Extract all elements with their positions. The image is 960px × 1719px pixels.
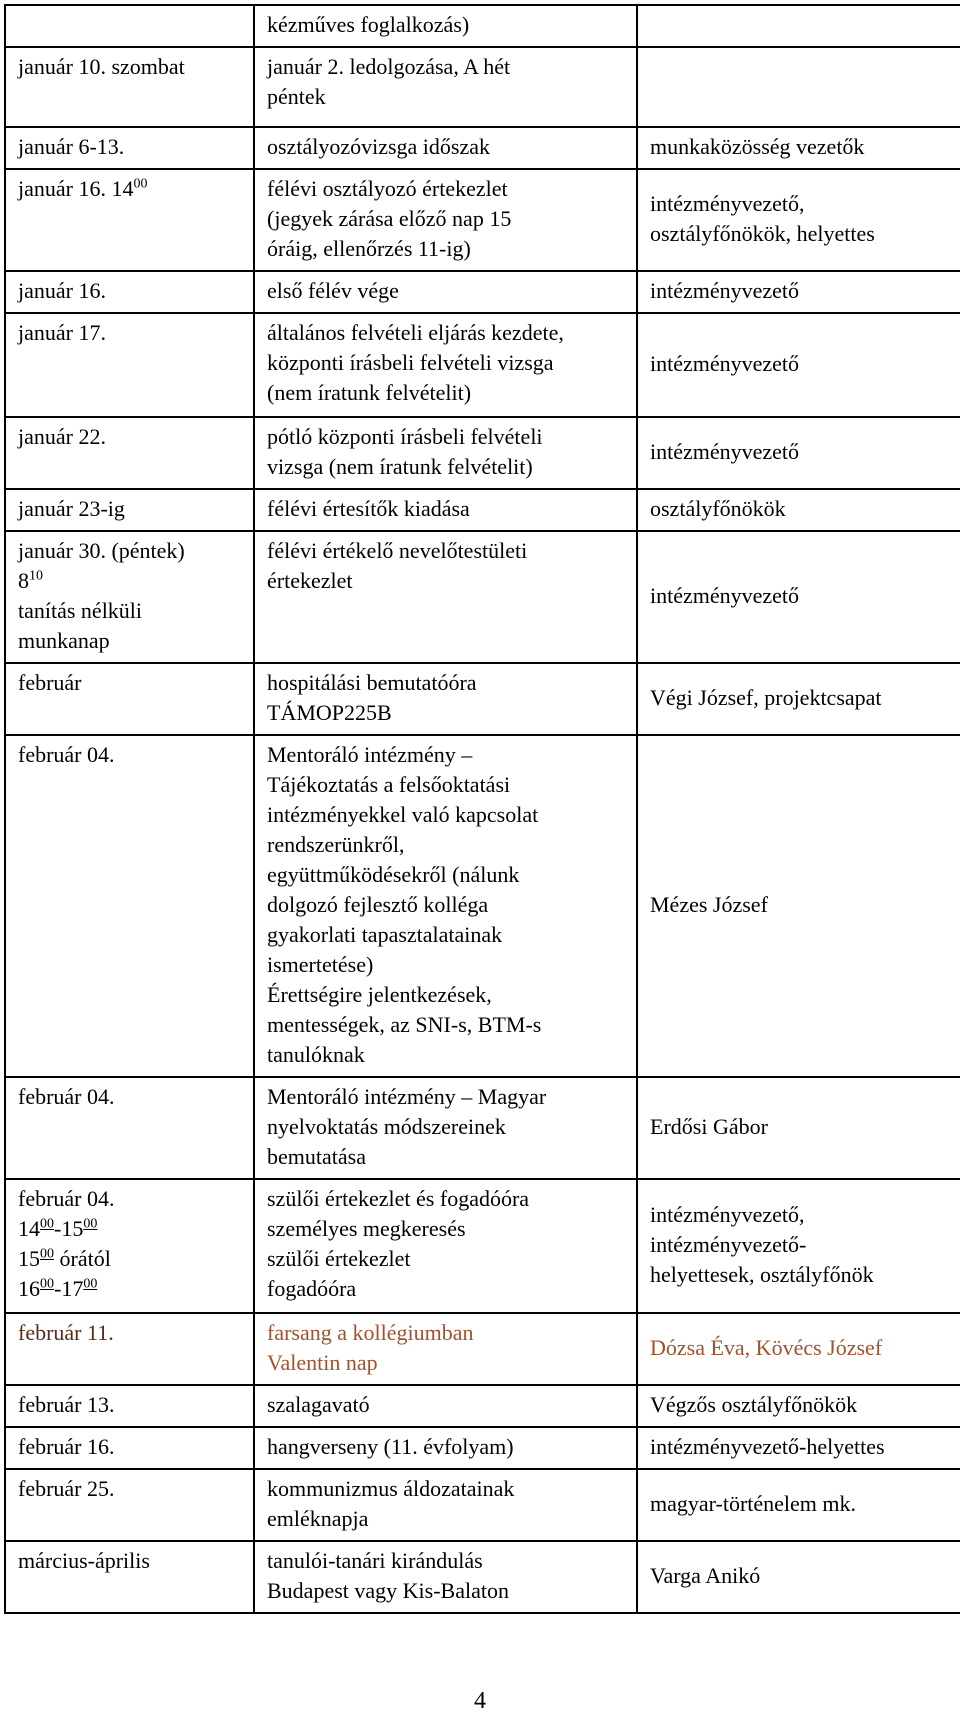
event-cell [254, 1469, 637, 1541]
event-line: Érettségire jelentkezések, [267, 982, 492, 1007]
table-row [5, 127, 960, 169]
date-text: január 22. [18, 424, 106, 449]
schedule-table [4, 4, 960, 1614]
date-cell [5, 271, 254, 313]
event-cell [254, 169, 637, 271]
date-line [18, 1318, 245, 1348]
date-text: 16 [18, 1276, 40, 1301]
date-line [18, 1184, 245, 1214]
responsible-line: Végi József, projektcsapat [650, 685, 882, 710]
event-cell [254, 1427, 637, 1469]
date-text: február 16. [18, 1434, 115, 1459]
date-cell [5, 417, 254, 489]
date-line [18, 668, 245, 698]
date-cell [5, 735, 254, 1077]
responsible-cell [637, 313, 960, 417]
date-text: munkanap [18, 628, 110, 653]
responsible-cell [637, 489, 960, 531]
date-text: február 04. [18, 742, 115, 767]
date-cell [5, 1541, 254, 1613]
responsible-cell [637, 271, 960, 313]
responsible-line: Varga Anikó [650, 1563, 761, 1588]
date-text: február 04. [18, 1186, 115, 1211]
date-cell [5, 169, 254, 271]
date-cell [5, 1179, 254, 1313]
table-row [5, 531, 960, 663]
date-line [18, 52, 245, 82]
event-line: rendszerünkről, [267, 832, 405, 857]
responsible-line: Mézes József [650, 892, 768, 917]
table-row [5, 1077, 960, 1179]
time-superscript: 00 [40, 1246, 54, 1262]
responsible-line: Végzős osztályfőnökök [650, 1392, 858, 1417]
table-row [5, 271, 960, 313]
event-line: Budapest vagy Kis-Balaton [267, 1578, 509, 1603]
date-cell [5, 531, 254, 663]
event-line: kommunizmus áldozatainak [267, 1476, 515, 1501]
responsible-line: intézményvezető, [650, 191, 805, 216]
event-cell [254, 1541, 637, 1613]
time-superscript: 00 [83, 1216, 98, 1232]
table-row [5, 313, 960, 417]
date-text: január 6-13. [18, 134, 125, 159]
date-text: február 04. [18, 1084, 115, 1109]
responsible-cell [637, 1313, 960, 1385]
date-line [18, 1082, 245, 1112]
event-line: péntek [267, 84, 326, 109]
date-text: január 30. (péntek) [18, 538, 185, 563]
responsible-line: osztályfőnökök, helyettes [650, 221, 875, 246]
event-cell [254, 127, 637, 169]
event-line: Mentoráló intézmény – [267, 742, 473, 767]
date-line [18, 536, 245, 566]
table-row [5, 169, 960, 271]
responsible-line: magyar-történelem mk. [650, 1491, 857, 1516]
table-row [5, 663, 960, 735]
responsible-line: intézményvezető, [650, 1202, 805, 1227]
event-line: félévi osztályozó értekezlet [267, 176, 508, 201]
date-text: február 13. [18, 1392, 115, 1417]
table-row [5, 1313, 960, 1385]
date-line [18, 494, 245, 524]
date-line [18, 596, 245, 626]
responsible-line: intézményvezető- [650, 1232, 807, 1257]
responsible-cell [637, 1179, 960, 1313]
responsible-cell [637, 5, 960, 47]
date-text: tanítás nélküli [18, 598, 143, 623]
event-line: központi írásbeli felvételi vizsga [267, 350, 554, 375]
responsible-line: intézményvezető [650, 278, 800, 303]
event-line: osztályozóvizsga időszak [267, 134, 490, 159]
event-line: (nem íratunk felvételit) [267, 380, 472, 405]
time-superscript: 10 [29, 568, 43, 584]
date-line [18, 422, 245, 452]
schedule-body [5, 5, 960, 1613]
event-line: kézműves foglalkozás) [267, 12, 470, 37]
event-cell [254, 489, 637, 531]
date-cell [5, 1313, 254, 1385]
table-row [5, 1469, 960, 1541]
event-line: pótló központi írásbeli felvételi [267, 424, 543, 449]
date-text: január 23-ig [18, 496, 125, 521]
date-cell [5, 489, 254, 531]
event-line: fogadóóra [267, 1276, 357, 1301]
event-cell [254, 735, 637, 1077]
responsible-cell [637, 1427, 960, 1469]
time-superscript: 00 [83, 1276, 98, 1292]
date-text: március-április [18, 1548, 150, 1573]
event-line: intézményekkel való kapcsolat [267, 802, 539, 827]
event-line: együttműködésekről (nálunk [267, 862, 520, 887]
date-line [18, 740, 245, 770]
event-line: bemutatása [267, 1144, 366, 1169]
event-line: tanulói-tanári kirándulás [267, 1548, 483, 1573]
date-text: február 25. [18, 1476, 115, 1501]
date-line [18, 1274, 245, 1304]
event-line: értekezlet [267, 568, 353, 593]
event-line: mentességek, az SNI-s, BTM-s [267, 1012, 542, 1037]
date-cell [5, 5, 254, 47]
date-text: február 11. [18, 1320, 114, 1345]
date-text: 15 [18, 1246, 40, 1271]
responsible-cell [637, 663, 960, 735]
date-line [18, 1390, 245, 1420]
table-row [5, 735, 960, 1077]
table-row [5, 489, 960, 531]
event-cell [254, 1179, 637, 1313]
time-superscript: 00 [133, 176, 148, 192]
responsible-line: intézményvezető [650, 351, 800, 376]
event-line: szülői értekezlet [267, 1246, 411, 1271]
responsible-cell [637, 1541, 960, 1613]
event-cell [254, 271, 637, 313]
event-line: félévi értékelő nevelőtestületi [267, 538, 528, 563]
event-cell [254, 531, 637, 663]
event-line: TÁMOP225B [267, 700, 392, 725]
date-text: -17 [54, 1276, 84, 1301]
date-text: -15 [54, 1216, 84, 1241]
date-text: január 16. [18, 278, 106, 303]
responsible-cell [637, 735, 960, 1077]
date-text: január 10. szombat [18, 54, 185, 79]
date-line [18, 1214, 245, 1244]
table-row [5, 47, 960, 127]
date-line [18, 1244, 245, 1274]
date-text: 8 [18, 568, 29, 593]
event-line: nyelvoktatás módszereinek [267, 1114, 506, 1139]
responsible-cell [637, 127, 960, 169]
event-cell [254, 5, 637, 47]
event-line: (jegyek zárása előző nap 15 [267, 206, 512, 231]
event-cell [254, 1077, 637, 1179]
table-row [5, 5, 960, 47]
date-cell [5, 127, 254, 169]
responsible-line: Erdősi Gábor [650, 1114, 768, 1139]
date-cell [5, 1427, 254, 1469]
event-line: szülői értekezlet és fogadóóra [267, 1186, 530, 1211]
responsible-cell [637, 169, 960, 271]
event-line: Mentoráló intézmény – Magyar [267, 1084, 547, 1109]
event-cell [254, 417, 637, 489]
date-line [18, 318, 245, 348]
event-cell [254, 1313, 637, 1385]
responsible-line: intézményvezető [650, 583, 800, 608]
date-line [18, 1546, 245, 1576]
responsible-line: intézményvezető [650, 439, 800, 464]
event-line: vizsga (nem íratunk felvételit) [267, 454, 533, 479]
event-line: szalagavató [267, 1392, 370, 1417]
date-text: órától [54, 1246, 111, 1271]
responsible-cell [637, 1077, 960, 1179]
responsible-line: helyettesek, osztályfőnök [650, 1262, 874, 1287]
event-line: Valentin nap [267, 1350, 378, 1375]
date-cell [5, 663, 254, 735]
date-cell [5, 1385, 254, 1427]
event-line: január 2. ledolgozása, A hét [267, 54, 511, 79]
responsible-line: intézményvezető-helyettes [650, 1434, 885, 1459]
date-cell [5, 1077, 254, 1179]
table-row [5, 1541, 960, 1613]
event-line: első félév vége [267, 278, 399, 303]
table-row [5, 1427, 960, 1469]
responsible-line: munkaközösség vezetők [650, 134, 865, 159]
event-line: félévi értesítők kiadása [267, 496, 470, 521]
responsible-cell [637, 417, 960, 489]
page-number: 4 [474, 1688, 486, 1714]
event-cell [254, 663, 637, 735]
event-line: dolgozó fejlesztő kolléga [267, 892, 489, 917]
time-superscript: 00 [40, 1216, 54, 1232]
date-text: január 16. 14 [18, 176, 134, 201]
time-superscript: 00 [40, 1276, 54, 1292]
date-line [18, 1474, 245, 1504]
event-line: emléknapja [267, 1506, 369, 1531]
date-cell [5, 1469, 254, 1541]
event-line: ismertetése) [267, 952, 374, 977]
responsible-line: osztályfőnökök [650, 496, 786, 521]
event-cell [254, 47, 637, 127]
responsible-line: Dózsa Éva, Kövécs József [650, 1335, 883, 1360]
event-line: gyakorlati tapasztalatainak [267, 922, 503, 947]
event-line: hospitálási bemutatóóra [267, 670, 477, 695]
responsible-cell [637, 1469, 960, 1541]
event-line: Tájékoztatás a felsőoktatási [267, 772, 511, 797]
date-cell [5, 47, 254, 127]
date-line [18, 276, 245, 306]
date-line [18, 1432, 245, 1462]
date-text: január 17. [18, 320, 106, 345]
date-text: február [18, 670, 82, 695]
event-line: farsang a kollégiumban [267, 1320, 474, 1345]
date-line [18, 132, 245, 162]
table-row [5, 1179, 960, 1313]
event-line: személyes megkeresés [267, 1216, 466, 1241]
date-line [18, 626, 245, 656]
date-line [18, 174, 245, 204]
table-row [5, 417, 960, 489]
table-row [5, 1385, 960, 1427]
event-line: tanulóknak [267, 1042, 365, 1067]
date-line [18, 566, 245, 596]
event-line: általános felvételi eljárás kezdete, [267, 320, 564, 345]
responsible-cell [637, 1385, 960, 1427]
date-cell [5, 313, 254, 417]
event-cell [254, 1385, 637, 1427]
event-line: óráig, ellenőrzés 11-ig) [267, 236, 471, 261]
responsible-cell [637, 531, 960, 663]
event-cell [254, 313, 637, 417]
responsible-cell [637, 47, 960, 127]
event-line: hangverseny (11. évfolyam) [267, 1434, 514, 1459]
date-text: 14 [18, 1216, 40, 1241]
